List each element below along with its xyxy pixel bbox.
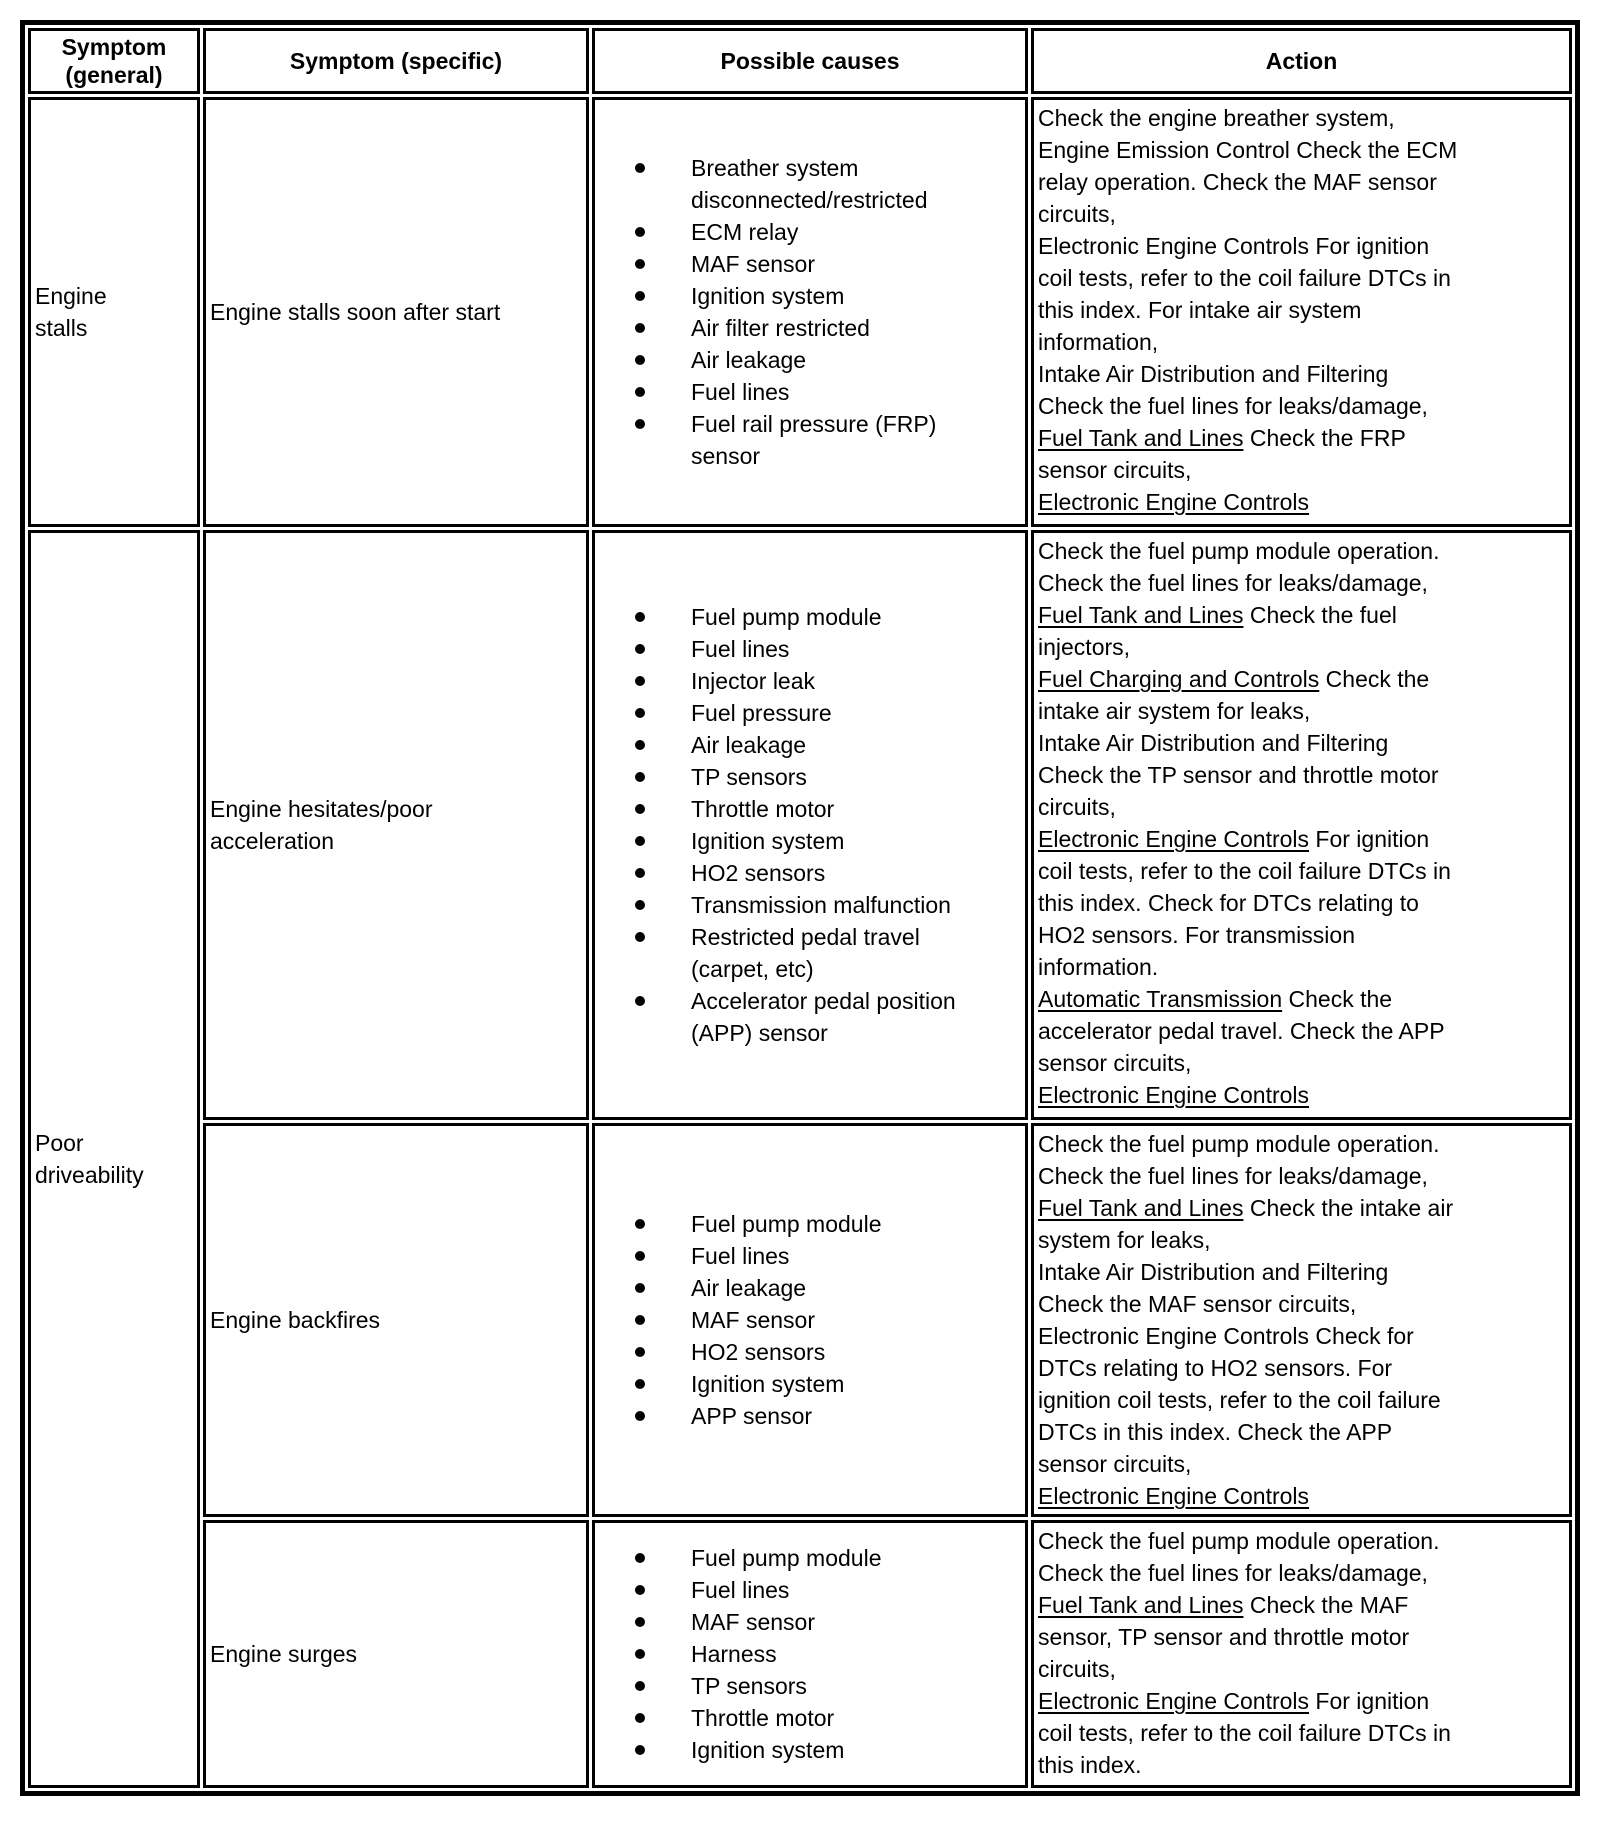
action-line xyxy=(1038,919,1565,951)
link-text[interactable]: Fuel Tank and Lines xyxy=(1038,1195,1244,1221)
bullet-icon xyxy=(635,1713,645,1723)
text-line: disconnected/restricted xyxy=(691,187,928,213)
action-text: Check the MAF xyxy=(1243,1592,1409,1618)
action-line xyxy=(1038,983,1565,1015)
bullet-icon xyxy=(635,772,645,782)
text-line: Fuel pump module xyxy=(691,604,882,630)
text-line: Injector leak xyxy=(691,668,816,694)
text-line: ECM relay xyxy=(691,219,799,245)
action-line xyxy=(1038,695,1565,727)
action-line xyxy=(1038,1224,1565,1256)
bullet-icon xyxy=(635,868,645,878)
possible-causes-cell xyxy=(592,97,1028,527)
action-line xyxy=(1038,262,1565,294)
action-text: sensor circuits, xyxy=(1038,1050,1192,1076)
bullet-icon xyxy=(635,1681,645,1691)
action-text: Check the fuel pump module operation. xyxy=(1038,1528,1440,1554)
bullet-icon xyxy=(635,1251,645,1261)
general-symptom-cell xyxy=(28,97,200,527)
action-line xyxy=(1038,887,1565,919)
text-line: stalls xyxy=(35,315,88,341)
action-text: Check the engine breather system, xyxy=(1038,105,1395,131)
action-text: injectors, xyxy=(1038,634,1131,660)
text-line: Harness xyxy=(691,1641,777,1667)
bullet-icon xyxy=(635,644,645,654)
specific-symptom-cell xyxy=(203,530,589,1120)
action-line xyxy=(1038,663,1565,695)
cause-item xyxy=(635,729,1021,761)
cause-item xyxy=(635,408,1021,472)
link-text[interactable]: Fuel Tank and Lines xyxy=(1038,425,1244,451)
text-line: Engine backfires xyxy=(210,1307,381,1333)
bullet-icon xyxy=(635,419,645,429)
action-line xyxy=(1038,1589,1565,1621)
action-text: intake air system for leaks, xyxy=(1038,698,1311,724)
action-text: circuits, xyxy=(1038,794,1116,820)
action-cell xyxy=(1031,1123,1572,1517)
bullet-icon xyxy=(635,1379,645,1389)
cause-item xyxy=(635,376,1021,408)
text-line: Engine surges xyxy=(210,1641,358,1667)
action-line xyxy=(1038,1525,1565,1557)
text-line: TP sensors xyxy=(691,764,807,790)
cause-item xyxy=(635,665,1021,697)
link-text[interactable]: Fuel Tank and Lines xyxy=(1038,1592,1244,1618)
action-line xyxy=(1038,1384,1565,1416)
text-line: TP sensors xyxy=(691,1673,807,1699)
bullet-icon xyxy=(635,1649,645,1659)
text-line: Transmission malfunction xyxy=(691,892,951,918)
link-text[interactable]: Fuel Charging and Controls xyxy=(1038,666,1320,692)
bullet-icon xyxy=(635,996,645,1006)
action-text: Check the fuel lines for leaks/damage, xyxy=(1038,393,1428,419)
action-line xyxy=(1038,1047,1565,1079)
action-line xyxy=(1038,390,1565,422)
bullet-icon xyxy=(635,932,645,942)
text-line: Accelerator pedal position xyxy=(691,988,956,1014)
action-line xyxy=(1038,1192,1565,1224)
cause-item xyxy=(635,1542,1021,1574)
cause-item xyxy=(635,857,1021,889)
text-line: HO2 sensors xyxy=(691,860,826,886)
action-cell xyxy=(1031,530,1572,1120)
cause-item xyxy=(635,697,1021,729)
link-text[interactable]: Electronic Engine Controls xyxy=(1038,1688,1310,1714)
bullet-icon xyxy=(635,227,645,237)
bullet-icon xyxy=(635,259,645,269)
cause-item xyxy=(635,248,1021,280)
action-line xyxy=(1038,454,1565,486)
causes-list xyxy=(599,1208,1021,1432)
action-text: Check the fuel pump module operation. xyxy=(1038,538,1440,564)
action-line xyxy=(1038,422,1565,454)
cause-item xyxy=(635,1304,1021,1336)
bullet-icon xyxy=(635,740,645,750)
table-row xyxy=(28,1123,1572,1517)
cause-item xyxy=(635,921,1021,985)
text-line: Ignition system xyxy=(691,283,845,309)
action-text: sensor, TP sensor and throttle motor xyxy=(1038,1624,1410,1650)
bullet-icon xyxy=(635,836,645,846)
bullet-icon xyxy=(635,804,645,814)
action-line xyxy=(1038,134,1565,166)
cause-item xyxy=(635,1208,1021,1240)
causes-list xyxy=(599,601,1021,1049)
text-line: (general) xyxy=(65,62,163,88)
link-text[interactable]: Electronic Engine Controls xyxy=(1038,826,1310,852)
text-line: Throttle motor xyxy=(691,796,835,822)
action-text: For ignition xyxy=(1309,1688,1430,1714)
possible-causes-cell xyxy=(592,1520,1028,1788)
cause-item xyxy=(635,1400,1021,1432)
action-line xyxy=(1038,486,1565,518)
action-text: Engine Emission Control Check the ECM xyxy=(1038,137,1458,163)
action-line xyxy=(1038,1557,1565,1589)
symptom-troubleshooting-table xyxy=(20,20,1580,1796)
action-text: Check the FRP xyxy=(1243,425,1406,451)
action-text: Intake Air Distribution and Filtering xyxy=(1038,730,1389,756)
text-line: MAF sensor xyxy=(691,1609,815,1635)
action-line xyxy=(1038,759,1565,791)
bullet-icon xyxy=(635,1617,645,1627)
text-line: Engine stalls soon after start xyxy=(210,299,501,325)
action-text: accelerator pedal travel. Check the APP xyxy=(1038,1018,1445,1044)
action-line xyxy=(1038,599,1565,631)
text-line: (carpet, etc) xyxy=(691,956,814,982)
action-line xyxy=(1038,1352,1565,1384)
action-cell xyxy=(1031,97,1572,527)
cause-item xyxy=(635,1272,1021,1304)
text-line: Fuel lines xyxy=(691,379,790,405)
bullet-icon xyxy=(635,612,645,622)
action-text: For ignition xyxy=(1309,826,1430,852)
action-line xyxy=(1038,791,1565,823)
bullet-icon xyxy=(635,1745,645,1755)
action-line xyxy=(1038,294,1565,326)
column-header-symptom-general xyxy=(28,28,200,94)
text-line: Symptom (specific) xyxy=(289,48,503,74)
action-text: system for leaks, xyxy=(1038,1227,1211,1253)
action-line xyxy=(1038,1621,1565,1653)
cause-item xyxy=(635,1606,1021,1638)
cause-item xyxy=(635,1336,1021,1368)
action-text: Check the fuel xyxy=(1243,602,1397,628)
bullet-icon xyxy=(635,1283,645,1293)
bullet-icon xyxy=(635,1411,645,1421)
cause-item xyxy=(635,825,1021,857)
action-line xyxy=(1038,823,1565,855)
column-header-possible-causes xyxy=(592,28,1028,94)
link-text[interactable]: Fuel Tank and Lines xyxy=(1038,602,1244,628)
action-text: coil tests, refer to the coil failure DTCs in xyxy=(1038,1720,1451,1746)
text-line: Throttle motor xyxy=(691,1705,835,1731)
column-header-action xyxy=(1031,28,1572,94)
action-text: this index. For intake air system xyxy=(1038,297,1362,323)
action-text: circuits, xyxy=(1038,1656,1116,1682)
action-text: relay operation. Check the MAF sensor xyxy=(1038,169,1437,195)
action-text: Intake Air Distribution and Filtering xyxy=(1038,1259,1389,1285)
text-line: Ignition system xyxy=(691,828,845,854)
action-text: coil tests, refer to the coil failure DTCs in xyxy=(1038,265,1451,291)
action-line xyxy=(1038,358,1565,390)
table-body xyxy=(28,97,1572,1788)
action-text: DTCs relating to HO2 sensors. For xyxy=(1038,1355,1393,1381)
action-line xyxy=(1038,1256,1565,1288)
action-line xyxy=(1038,855,1565,887)
header-row xyxy=(28,28,1572,94)
text-line: Fuel lines xyxy=(691,1243,790,1269)
text-line: Poor xyxy=(35,1130,84,1156)
bullet-icon xyxy=(635,1219,645,1229)
action-line xyxy=(1038,1416,1565,1448)
text-line: Air leakage xyxy=(691,1275,807,1301)
text-line: Engine xyxy=(35,283,107,309)
action-line xyxy=(1038,1079,1565,1111)
action-text: Check the fuel pump module operation. xyxy=(1038,1131,1440,1157)
action-text: Intake Air Distribution and Filtering xyxy=(1038,361,1389,387)
cause-item xyxy=(635,1574,1021,1606)
cause-item xyxy=(635,1670,1021,1702)
cause-item xyxy=(635,1638,1021,1670)
text-line: APP sensor xyxy=(691,1403,813,1429)
action-line xyxy=(1038,1749,1565,1781)
bullet-icon xyxy=(635,676,645,686)
action-text: information, xyxy=(1038,329,1159,355)
bullet-icon xyxy=(635,900,645,910)
action-text: Electronic Engine Controls For ignition xyxy=(1038,233,1430,259)
action-text: ignition coil tests, refer to the coil failure xyxy=(1038,1387,1441,1413)
action-line xyxy=(1038,1653,1565,1685)
action-line xyxy=(1038,198,1565,230)
possible-causes-cell xyxy=(592,1123,1028,1517)
bullet-icon xyxy=(635,1585,645,1595)
text-line: (APP) sensor xyxy=(691,1020,828,1046)
cause-item xyxy=(635,889,1021,921)
action-text: circuits, xyxy=(1038,201,1116,227)
text-line: Fuel lines xyxy=(691,636,790,662)
cause-item xyxy=(635,761,1021,793)
cause-item xyxy=(635,1734,1021,1766)
action-text: Check the MAF sensor circuits, xyxy=(1038,1291,1357,1317)
bullet-icon xyxy=(635,387,645,397)
action-text: HO2 sensors. For transmission xyxy=(1038,922,1355,948)
action-line xyxy=(1038,1320,1565,1352)
action-line xyxy=(1038,631,1565,663)
action-text: Check the xyxy=(1319,666,1430,692)
specific-symptom-cell xyxy=(203,97,589,527)
table-row xyxy=(28,530,1572,1120)
text-line: Fuel pump module xyxy=(691,1211,882,1237)
action-line xyxy=(1038,1160,1565,1192)
action-line xyxy=(1038,230,1565,262)
text-line: Air leakage xyxy=(691,732,807,758)
cause-item xyxy=(635,985,1021,1049)
action-text: Check the fuel lines for leaks/damage, xyxy=(1038,1560,1428,1586)
link-text[interactable]: Automatic Transmission xyxy=(1038,986,1283,1012)
action-line xyxy=(1038,1685,1565,1717)
text-line: Fuel pressure xyxy=(691,700,832,726)
action-line xyxy=(1038,1448,1565,1480)
cause-item xyxy=(635,216,1021,248)
bullet-icon xyxy=(635,1315,645,1325)
cause-item xyxy=(635,280,1021,312)
action-text: Electronic Engine Controls Check for xyxy=(1038,1323,1414,1349)
action-text: coil tests, refer to the coil failure DTCs in xyxy=(1038,858,1451,884)
text-line: HO2 sensors xyxy=(691,1339,826,1365)
action-line xyxy=(1038,1717,1565,1749)
action-text: this index. Check for DTCs relating to xyxy=(1038,890,1419,916)
cause-item xyxy=(635,1240,1021,1272)
action-text: this index. xyxy=(1038,1752,1142,1778)
cause-item xyxy=(635,633,1021,665)
bullet-icon xyxy=(635,323,645,333)
causes-list xyxy=(599,152,1021,472)
action-text: Check the intake air xyxy=(1243,1195,1454,1221)
text-line: Restricted pedal travel xyxy=(691,924,920,950)
bullet-icon xyxy=(635,708,645,718)
table-row xyxy=(28,97,1572,527)
action-line xyxy=(1038,1015,1565,1047)
action-text: Check the fuel lines for leaks/damage, xyxy=(1038,1163,1428,1189)
action-text: DTCs in this index. Check the APP xyxy=(1038,1419,1393,1445)
text-line: Engine hesitates/poor xyxy=(210,796,433,822)
action-line xyxy=(1038,326,1565,358)
cause-item xyxy=(635,152,1021,216)
action-text: sensor circuits, xyxy=(1038,1451,1192,1477)
text-line: Possible causes xyxy=(720,48,900,74)
text-line: MAF sensor xyxy=(691,1307,815,1333)
text-line: driveability xyxy=(35,1162,144,1188)
text-line: Ignition system xyxy=(691,1737,845,1763)
action-line xyxy=(1038,727,1565,759)
action-line xyxy=(1038,567,1565,599)
text-line: sensor xyxy=(691,443,761,469)
text-line: Air leakage xyxy=(691,347,807,373)
action-text: Check the TP sensor and throttle motor xyxy=(1038,762,1439,788)
action-cell xyxy=(1031,1520,1572,1788)
cause-item xyxy=(635,601,1021,633)
action-line xyxy=(1038,1480,1565,1512)
causes-list xyxy=(599,1542,1021,1766)
link-text[interactable]: Electronic Engine Controls xyxy=(1038,489,1310,515)
action-text: Check the xyxy=(1282,986,1393,1012)
link-text[interactable]: Electronic Engine Controls xyxy=(1038,1483,1310,1509)
text-line: Ignition system xyxy=(691,1371,845,1397)
text-line: Breather system xyxy=(691,155,859,181)
cause-item xyxy=(635,793,1021,825)
text-line: Action xyxy=(1265,48,1338,74)
bullet-icon xyxy=(635,1347,645,1357)
specific-symptom-cell xyxy=(203,1520,589,1788)
text-line: MAF sensor xyxy=(691,251,815,277)
action-line xyxy=(1038,166,1565,198)
bullet-icon xyxy=(635,163,645,173)
text-line: Fuel pump module xyxy=(691,1545,882,1571)
action-text: sensor circuits, xyxy=(1038,457,1192,483)
specific-symptom-cell xyxy=(203,1123,589,1517)
table-header xyxy=(28,28,1572,94)
action-text: Check the fuel lines for leaks/damage, xyxy=(1038,570,1428,596)
general-symptom-cell xyxy=(28,530,200,1788)
text-line: acceleration xyxy=(210,828,335,854)
bullet-icon xyxy=(635,291,645,301)
action-line xyxy=(1038,102,1565,134)
action-line xyxy=(1038,1288,1565,1320)
bullet-icon xyxy=(635,1553,645,1563)
action-line xyxy=(1038,1128,1565,1160)
bullet-icon xyxy=(635,355,645,365)
cause-item xyxy=(635,1368,1021,1400)
action-line xyxy=(1038,951,1565,983)
cause-item xyxy=(635,1702,1021,1734)
action-text: information. xyxy=(1038,954,1159,980)
text-line: Fuel lines xyxy=(691,1577,790,1603)
column-header-symptom-specific xyxy=(203,28,589,94)
table-row xyxy=(28,1520,1572,1788)
link-text[interactable]: Electronic Engine Controls xyxy=(1038,1082,1310,1108)
text-line: Fuel rail pressure (FRP) xyxy=(691,411,937,437)
text-line: Air filter restricted xyxy=(691,315,870,341)
action-line xyxy=(1038,535,1565,567)
text-line: Symptom xyxy=(61,34,167,60)
possible-causes-cell xyxy=(592,530,1028,1120)
cause-item xyxy=(635,312,1021,344)
cause-item xyxy=(635,344,1021,376)
